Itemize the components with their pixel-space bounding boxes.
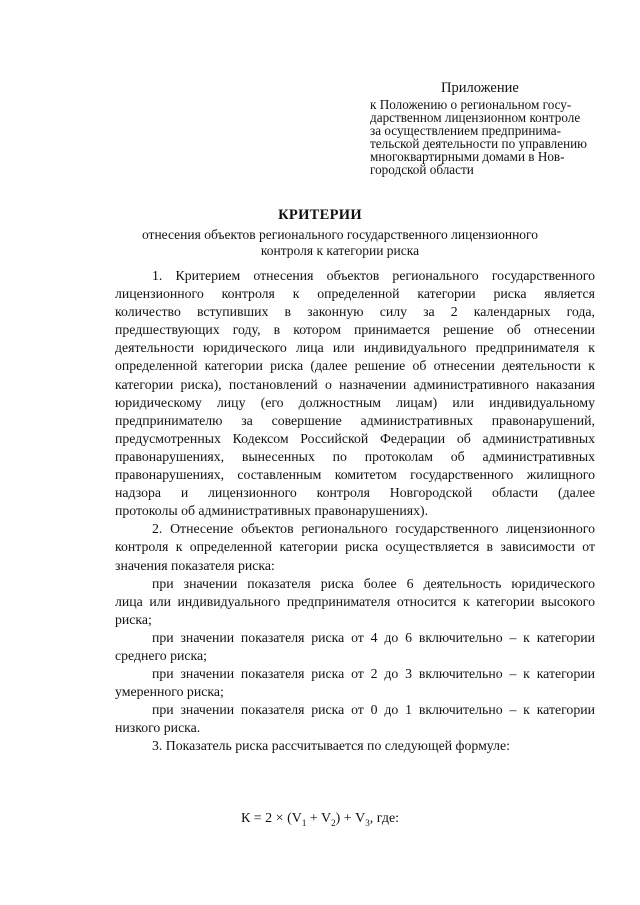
document-subtitle bbox=[110, 227, 570, 259]
document-subtitle-line: контроля к категории риска bbox=[260, 243, 420, 258]
body-line: предшествующих году, в котором принимается решение об отнесении bbox=[115, 322, 595, 338]
body-line: при значении показателя риска от 4 до 6 включительно – к категории bbox=[152, 629, 595, 645]
body-line: правонарушениях, вынесенных по протоколам об административных bbox=[115, 448, 595, 464]
body-line: предусмотренных Кодексом Российской Федерации об административных bbox=[115, 430, 595, 446]
appendix-reference-line: городской области bbox=[370, 162, 474, 177]
document-subtitle-line: отнесения объектов регионального государственного лицензионного bbox=[141, 227, 539, 242]
appendix-reference-line: к Положению о региональном госу- bbox=[370, 97, 572, 112]
body-line: низкого риска. bbox=[115, 720, 201, 736]
body-line: правонарушениях, составленным комитетом государственного жилищного bbox=[115, 467, 595, 483]
appendix-title: Приложение bbox=[441, 80, 519, 96]
appendix-reference-line: тельской деятельности по управлению bbox=[370, 136, 588, 151]
body-line: протоколы об административных правонарушениях). bbox=[115, 503, 429, 519]
body-line: умеренного риска; bbox=[115, 684, 224, 700]
body-line: лицензионного контроля к определенной категории риска является bbox=[115, 286, 595, 302]
formula-subscript: 2 bbox=[331, 817, 336, 828]
document-body bbox=[115, 267, 595, 756]
body-line: категории риска), постановлений о назначении административного наказания bbox=[115, 376, 595, 392]
body-line: 1. Критерием отнесения объектов регионального государственного bbox=[152, 268, 595, 283]
risk-formula bbox=[0, 811, 640, 828]
appendix-reference-line: дарственном лицензионном контроле bbox=[370, 110, 581, 125]
body-line: 3. Показатель риска рассчитывается по следующей формуле: bbox=[152, 738, 510, 754]
body-line: надзора и лицензионного контроля Новгородской области (далее bbox=[115, 485, 595, 501]
formula-part: К = 2 × (V bbox=[240, 811, 302, 826]
document-title: КРИТЕРИИ bbox=[278, 207, 362, 223]
formula-subscript: 3 bbox=[365, 817, 370, 828]
body-line: при значении показателя риска от 2 до 3 включительно – к категории bbox=[152, 666, 595, 682]
body-line: риска; bbox=[115, 611, 152, 627]
formula-part: ) + V bbox=[335, 811, 366, 826]
body-line: определенной категории риска (далее решение об отнесении деятельности к bbox=[115, 358, 595, 374]
body-line: среднего риска; bbox=[115, 647, 208, 663]
body-line: лица или индивидуального предпринимателя относится к категории высокого bbox=[115, 593, 595, 609]
body-line: юридическому лицу (его должностным лицам) или индивидуальному bbox=[115, 394, 595, 410]
body-line: количество вступивших в законную силу за 2 календарных года, bbox=[115, 304, 595, 320]
appendix-reference bbox=[370, 98, 598, 176]
appendix-reference-line: многоквартирными домами в Нов- bbox=[370, 149, 565, 164]
formula-subscript: 1 bbox=[301, 817, 307, 828]
body-line: деятельности юридического лица или индивидуального предпринимателя к bbox=[115, 340, 595, 356]
formula-part: , где: bbox=[369, 811, 400, 826]
body-line: контроля к определенной категории риска осуществляется в зависимости от bbox=[115, 539, 595, 555]
appendix-reference-line: за осуществлением предпринима- bbox=[370, 123, 561, 138]
formula-part: + V bbox=[306, 811, 332, 826]
body-line: 2. Отнесение объектов регионального государственного лицензионного bbox=[152, 521, 595, 537]
body-line: при значении показателя риска от 0 до 1 включительно – к категории bbox=[152, 702, 595, 718]
body-line: значения показателя риска: bbox=[115, 557, 275, 573]
body-line: предпринимателю за совершение административных правонарушений, bbox=[115, 412, 595, 428]
body-line: при значении показателя риска более 6 деятельность юридического bbox=[152, 575, 595, 591]
